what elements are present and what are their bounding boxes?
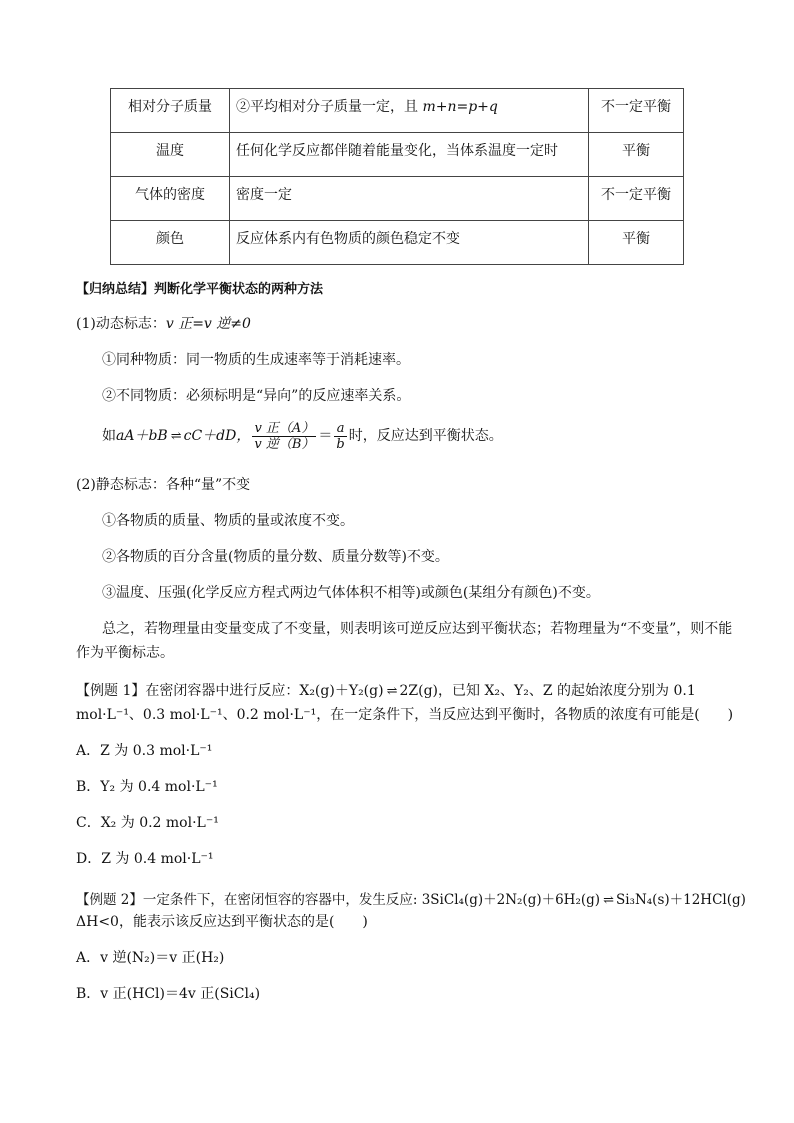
ratio-fraction [334,421,346,452]
static-item-2: ②各物质的百分含量(物质的量分数、质量分数等)不变。 [102,549,449,565]
condition-text: ②平均相对分子质量一定，且 [236,99,423,115]
rate-numerator: v 正（A） [252,421,316,437]
table-cell-result: 平衡 [589,133,684,177]
condition-table [110,88,684,265]
example-reactants: aA＋bB [116,428,168,444]
table-cell-condition [230,89,589,133]
example1-line-1 [76,680,696,700]
static-item-1: ①各物质的质量、物质的量或浓度不变。 [102,513,354,529]
conclusion-line-1: 总之，若物理量由变量变成了不变量，则表明该可逆反应达到平衡状态；若物理量为“不变量”，则不能 [102,621,733,637]
example2-suffix: Si₃N₄(s)＋12HCl(g) [615,892,746,908]
rate-fraction [252,421,316,452]
table-cell-item: 相对分子质量 [111,89,230,133]
table-cell-condition: 反应体系内有色物质的颜色稳定不变 [230,221,589,265]
example-equation-line: 如aA＋bB ⇌ cC＋dD， $\frac{\text{v 正（A）}}{\text{v 逆（B）}}$ ＝ $\frac{a}{b}$ 时，反应达到平衡状态。 [102,415,503,458]
conclusion-line-2: 作为平衡标志。 [76,645,174,661]
example2-prefix: 【例题 2】一定条件下，在密闭恒容的容器中，发生反应: 3SiCl₄(g)＋2N₂(g)＋6H₂(g) [76,892,601,908]
example2-option-b: B．v 正(HCl)＝4v 正(SiCl₄) [76,986,261,1002]
summary-heading: 【归纳总结】判断化学平衡状态的两种方法 [76,282,324,297]
equilibrium-arrow-icon: ⇌ [386,684,397,699]
table-cell-result: 不一定平衡 [589,89,684,133]
ratio-numerator: a [334,421,346,437]
example2-option-a: A．v 逆(N₂)＝v 正(H₂) [76,950,225,966]
table-cell-condition: 任何化学反应都伴随着能量变化，当体系温度一定时 [230,133,589,177]
example1-line-2: mol·L⁻¹、0.3 mol·L⁻¹、0.2 mol·L⁻¹，在一定条件下，当反应达到平衡时，各物质的浓度有可能是( ) [76,707,734,723]
table-cell-item: 气体的密度 [111,177,230,221]
dynamic-formula: v 正=v 逆≠0 [165,316,251,332]
example2-line-1 [76,888,746,908]
dynamic-item-1: ①同种物质：同一物质的生成速率等于消耗速率。 [102,352,410,368]
table-row [111,177,684,221]
example-prefix: 如 [102,428,116,444]
example2-line-2: ΔH<0，能表示该反应达到平衡状态的是( ) [76,914,368,930]
example1-option-d: D．Z 为 0.4 mol·L⁻¹ [76,851,214,867]
equilibrium-arrow-icon: ⇌ [170,429,181,444]
example1-option-a: A．Z 为 0.3 mol·L⁻¹ [76,743,213,759]
rate-denominator: v 逆（B） [254,436,315,452]
example1-prefix: 【例题 1】在密闭容器中进行反应：X₂(g)＋Y₂(g) [76,683,384,699]
static-item-3: ③温度、压强(化学反应方程式两边气体体积不相等)或颜色(某组分有颜色)不变。 [102,585,600,601]
ratio-denominator: b [336,436,345,452]
table-row [111,133,684,177]
condition-formula: m+n=p+q [422,99,498,115]
example1-option-b: B．Y₂ 为 0.4 mol·L⁻¹ [76,779,218,795]
table-cell-result: 不一定平衡 [589,177,684,221]
dynamic-label: (1)动态标志： [76,316,166,332]
equilibrium-arrow-icon: ⇌ [603,893,613,908]
static-label: (2)静态标志：各种“量”不变 [76,477,251,493]
example-suffix: 时，反应达到平衡状态。 [348,428,503,444]
dynamic-label-line [76,313,251,333]
table-cell-result: 平衡 [589,221,684,265]
example1-option-c: C．X₂ 为 0.2 mol·L⁻¹ [76,815,219,831]
example1-suffix: 2Z(g)，已知 X₂、Y₂、Z 的起始浓度分别为 0.1 [399,683,696,699]
table-cell-condition: 密度一定 [230,177,589,221]
table-cell-item: 颜色 [111,221,230,265]
table-row [111,221,684,265]
dynamic-item-2: ②不同物质：必须标明是“异向”的反应速率关系。 [102,388,411,404]
table-row [111,89,684,133]
table-cell-item: 温度 [111,133,230,177]
example-products: cC＋dD， [183,428,251,444]
